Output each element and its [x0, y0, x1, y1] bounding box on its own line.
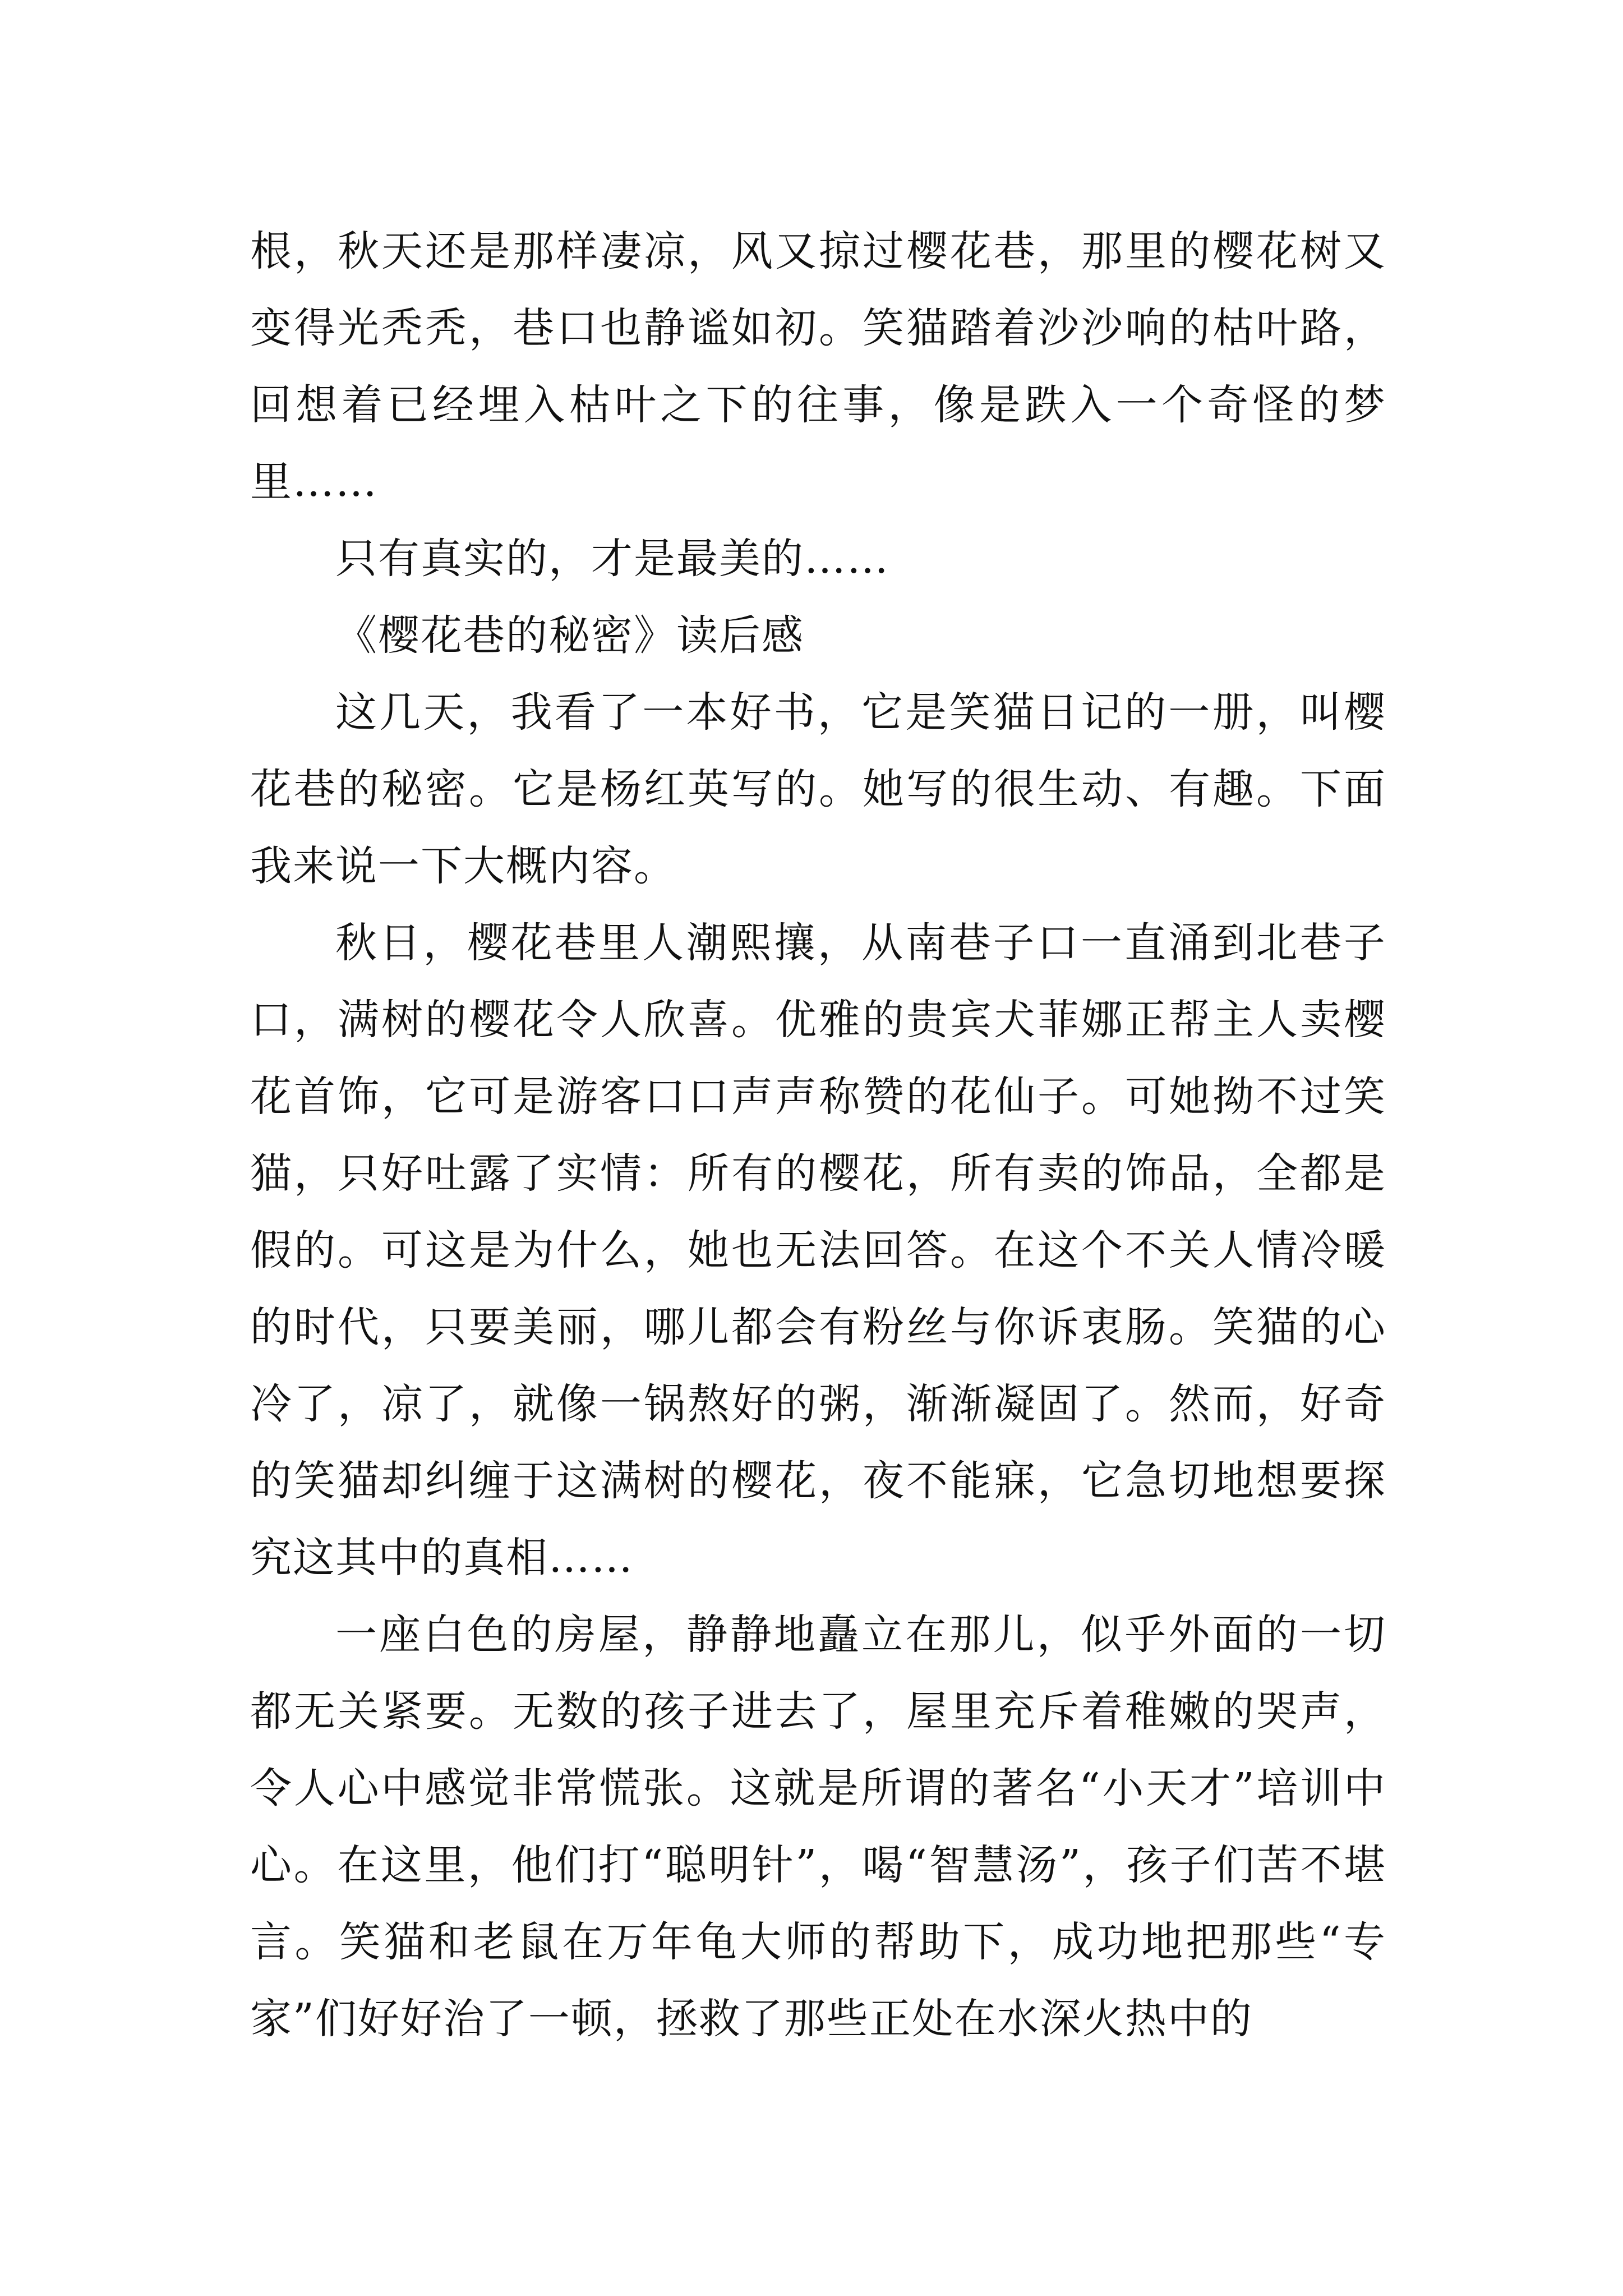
paragraph-continuation: 根，秋天还是那样凄凉，风又掠过樱花巷，那里的樱花树又变得光秃秃，巷口也静谧如初。笑猫踏着沙沙响的枯叶路，回想着已经埋入枯叶之下的往事，像是跌入一个奇怪的梦里…… — [250, 227, 1386, 506]
paragraph-white-house: 一座白色的房屋，静静地矗立在那儿，似乎外面的一切都无关紧要。无数的孩子进去了，屋里充斥着稚嫩的哭声，令人心中感觉非常慌张。这就是所谓的著名“小天才”培训中心。在这里，他们打“聪明针”，喝“智慧汤”，孩子们苦不堪言。笑猫和老鼠在万年龟大师的帮助下，成功地把那些“专家”们好好治了一顿，拯救了那些正处在水深火热中的 — [250, 1611, 1386, 2043]
document-body — [250, 213, 1386, 2058]
paragraph-quote: 只有真实的，才是最美的…… — [335, 535, 889, 583]
paragraph-intro: 这几天，我看了一本好书，它是笑猫日记的一册，叫樱花巷的秘密。它是杨红英写的。她写的很生动、有趣。下面我来说一下大概内容。 — [250, 688, 1386, 890]
paragraph-autumn: 秋日，樱花巷里人潮熙攘，从南巷子口一直涌到北巷子口，满树的樱花令人欣喜。优雅的贵宾犬菲娜正帮主人卖樱花首饰，它可是游客口口声声称赞的花仙子。可她拗不过笑猫，只好吐露了实情：所有的樱花，所有卖的饰品，全都是假的。可这是为什么，她也无法回答。在这个不关人情冷暖的时代，只要美丽，哪儿都会有粉丝与你诉衷肠。笑猫的心冷了，凉了，就像一锅熬好的粥，渐渐凝固了。然而，好奇的笑猫却纠缠于这满树的樱花，夜不能寐，它急切地想要探究这其中的真相…… — [250, 919, 1386, 1582]
section-title: 《樱花巷的秘密》读后感 — [335, 611, 804, 660]
